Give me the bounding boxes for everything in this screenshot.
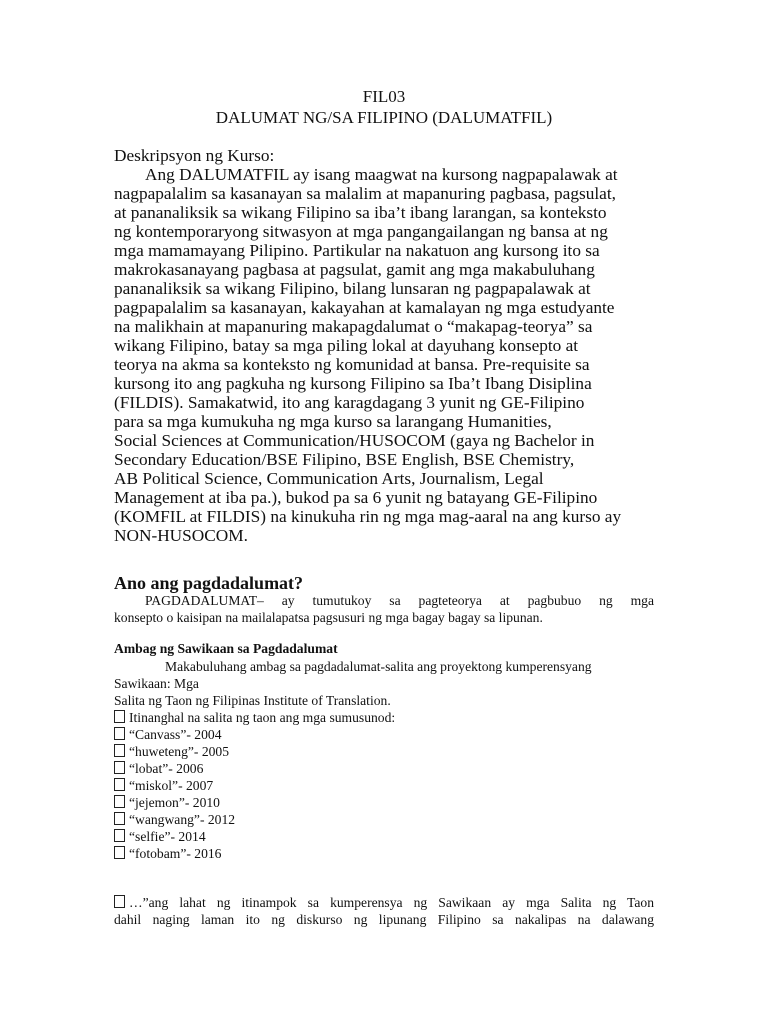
description-line: ng kontemporaryong sitwasyon at mga pangangailangan ng bansa at ng xyxy=(114,222,608,241)
word-of-year-text: “huweteng”- 2005 xyxy=(129,744,230,759)
section-heading-ambag: Ambag ng Sawikaan sa Pagdadalumat xyxy=(114,641,338,656)
bullet-box-icon xyxy=(114,846,125,859)
word-of-year-item xyxy=(114,795,220,811)
bullet-box-icon xyxy=(114,761,125,774)
course-title: DALUMAT NG/SA FILIPINO (DALUMATFIL) xyxy=(215,108,553,127)
word-of-year-text: “fotobam”- 2016 xyxy=(129,846,222,861)
description-line: Ang DALUMATFIL ay isang maagwat na kursong nagpapalawak at xyxy=(145,165,618,184)
word-of-year-text: “miskol”- 2007 xyxy=(129,778,214,793)
description-heading: Deskripsyon ng Kurso: xyxy=(114,146,275,165)
description-line: Social Sciences at Communication/HUSOCOM (gaya ng Bachelor in xyxy=(114,431,595,450)
word-of-year-text: “jejemon”- 2010 xyxy=(129,795,220,810)
bullet-box-icon xyxy=(114,727,125,740)
description-line: Secondary Education/BSE Filipino, BSE English, BSE Chemistry, xyxy=(114,450,575,469)
description-line: kursong ito ang pagkuha ng kursong Filipino sa Iba’t Ibang Disiplina xyxy=(114,374,592,393)
description-line: para sa mga kumukuha ng mga kurso sa larangang Humanities, xyxy=(114,412,552,431)
word-of-year-item xyxy=(114,829,206,845)
description-line: teorya na akma sa konteksto ng komunidad at bansa. Pre-requisite sa xyxy=(114,355,590,374)
description-line: at pananaliksik sa wikang Filipino sa iba’t ibang larangan, sa konteksto xyxy=(114,203,607,222)
closing-line-1-text: …”ang lahat ng itinampok sa kumperensya ng Sawikaan ay mga Salita ng Taon xyxy=(129,895,654,910)
description-line: (FILDIS). Samakatwid, ito ang karagdagang 3 yunit ng GE-Filipino xyxy=(114,393,585,412)
bullet-box-icon xyxy=(114,795,125,808)
word-of-year-item xyxy=(114,727,222,743)
description-line: nagpapalalim sa kasanayan sa malalim at mapanuring pagbasa, pagsulat, xyxy=(114,184,616,203)
description-line: AB Political Science, Communication Arts, Journalism, Legal xyxy=(114,469,544,488)
word-of-year-item xyxy=(114,812,235,828)
description-line: na malikhain at mapanuring makapagdalumat o “makapag-teorya” sa xyxy=(114,317,593,336)
bullet-intro-text: Itinanghal na salita ng taon ang mga sumusunod: xyxy=(129,710,396,725)
definition-line-2: konsepto o kaisipan na mailalapatsa pagsusuri ng mga bagay bagay sa lipunan. xyxy=(114,610,543,625)
word-of-year-item xyxy=(114,778,213,794)
course-code: FIL03 xyxy=(362,87,406,106)
definition-line-1: PAGDADALUMAT– ay tumutukoy sa pagteteorya at pagbubuo ng mga xyxy=(145,593,654,608)
bullet-box-icon xyxy=(114,778,125,791)
description-line: makrokasanayang pagbasa at pagsulat, gamit ang mga makabuluhang xyxy=(114,260,595,279)
word-of-year-text: “selfie”- 2014 xyxy=(129,829,206,844)
bullet-box-icon xyxy=(114,744,125,757)
word-of-year-item xyxy=(114,846,221,862)
description-line: pagpapalalim sa kasanayan, kakayahan at kamalayan ng mga estudyante xyxy=(114,298,615,317)
bullet-box-icon xyxy=(114,829,125,842)
description-line: mga mamamayang Pilipino. Partikular na nakatuon ang kursong ito sa xyxy=(114,241,600,260)
word-of-year-text: “lobat”- 2006 xyxy=(129,761,204,776)
bullet-box-icon xyxy=(114,812,125,825)
word-of-year-item xyxy=(114,761,203,777)
word-of-year-item xyxy=(114,744,229,760)
bullet-intro xyxy=(114,710,395,726)
description-line: NON-HUSOCOM. xyxy=(114,526,248,545)
closing-line-1 xyxy=(114,895,654,911)
ambag-line-3: Salita ng Taon ng Filipinas Institute of Translation. xyxy=(114,693,391,708)
word-of-year-text: “Canvass”- 2004 xyxy=(129,727,222,742)
description-line: Management at iba pa.), bukod pa sa 6 yunit ng batayang GE-Filipino xyxy=(114,488,598,507)
ambag-line-1: Makabuluhang ambag sa pagdadalumat-salita ang proyektong kumperensyang xyxy=(165,659,592,674)
word-of-year-text: “wangwang”- 2012 xyxy=(129,812,236,827)
ambag-line-2: Sawikaan: Mga xyxy=(114,676,199,691)
section-heading-ano: Ano ang pagdadalumat? xyxy=(114,573,304,593)
description-line: wikang Filipino, batay sa mga piling lokal at dayuhang konsepto at xyxy=(114,336,579,355)
bullet-box-icon xyxy=(114,710,125,723)
description-line: pananaliksik sa wikang Filipino, bilang lunsaran ng pagpapalawak at xyxy=(114,279,591,298)
bullet-box-icon xyxy=(114,895,125,908)
closing-line-2: dahil naging laman ito ng diskurso ng lipunang Filipino sa nakalipas na dalawang xyxy=(114,912,654,927)
description-line: (KOMFIL at FILDIS) na kinukuha rin ng mga mag-aaral na ang kurso ay xyxy=(114,507,622,526)
